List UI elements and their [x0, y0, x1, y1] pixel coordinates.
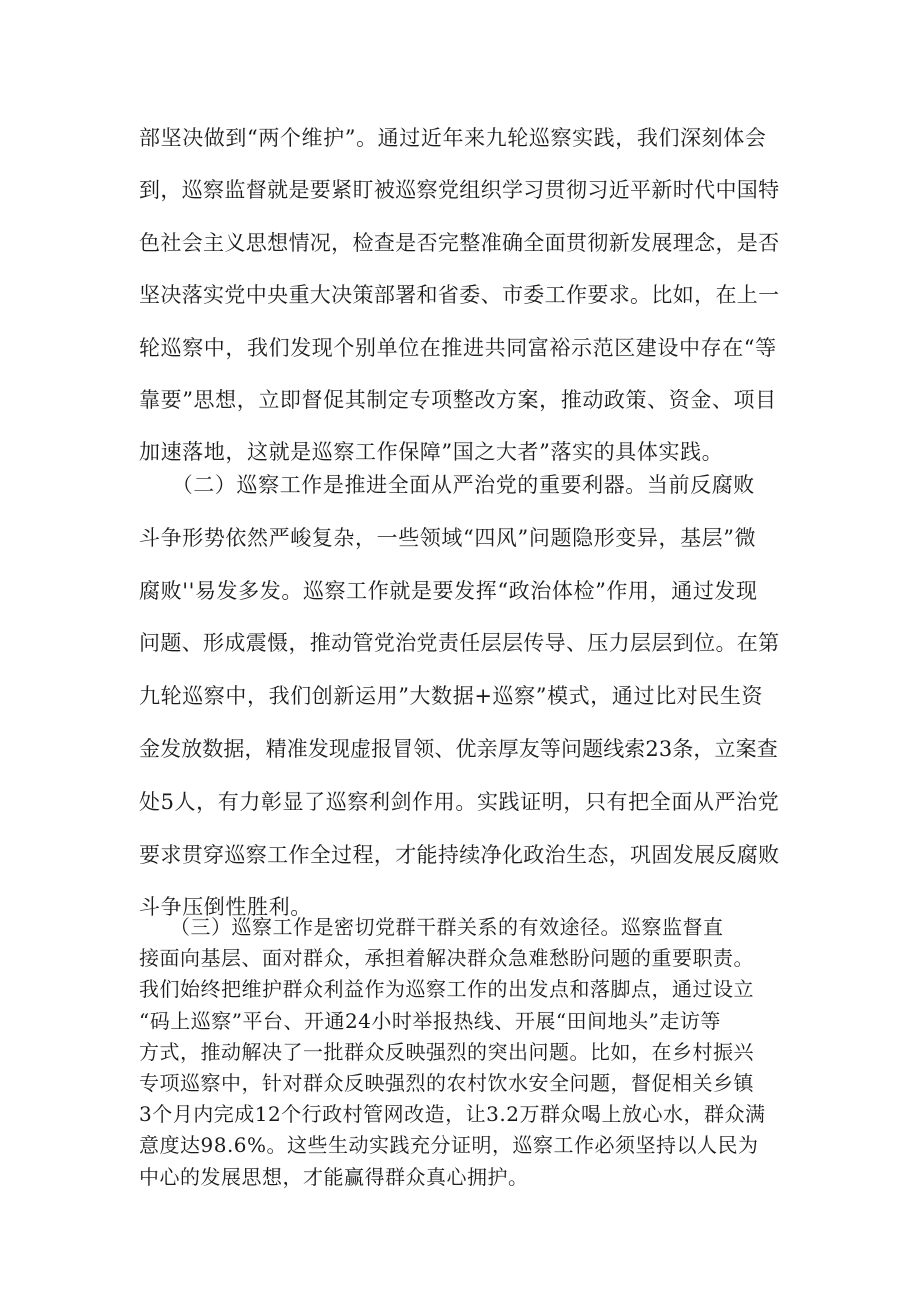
text-line: 处5人，有力彰显了巡察利剑作用。实践证明，只有把全面从严治党	[139, 789, 780, 814]
text-line: 方式，推动解决了一批群众反映强烈的突出问题。比如，在乡村振兴	[139, 1039, 754, 1064]
paragraph-section-three	[139, 912, 784, 1193]
text-line: 靠要”思想，立即督促其制定专项整改方案，推动政策、资金、项目	[139, 388, 777, 413]
text-line: 部坚决做到“两个维护”。通过近年来九轮巡察实践，我们深刻体会	[139, 126, 767, 150]
text-line: 意度达98.6%。这些生动实践充分证明，巡察工作必须坚持以人民为	[139, 1133, 759, 1158]
text-line: （三）巡察工作是密切党群干群关系的有效途径。巡察监督直	[139, 915, 724, 939]
text-line: 问题、形成震慑，推动管党治党责任层层传导、压力层层到位。在第	[139, 631, 780, 656]
text-line: 斗争形势依然严峻复杂，一些领域“四风”问题隐形变异，基层”微	[139, 525, 757, 550]
text-line: 3个月内完成12个行政村管网改造，让3.2万群众喝上放心水，群众满	[139, 1102, 766, 1127]
text-line: 九轮巡察中，我们创新运用”大数据+巡察”模式，通过比对民生资	[139, 684, 764, 709]
text-line: 中心的发展思想，才能赢得群众真心拥护。	[139, 1164, 529, 1189]
text-line: 金发放数据，精准发现虚报冒领、优亲厚友等问题线索23条，立案查	[139, 736, 778, 761]
text-line: “码上巡察”平台、开通24小时举报热线、开展“田间地头”走访等	[139, 1008, 721, 1033]
text-line: 要求贯穿巡察工作全过程，才能持续净化政治生态，巩固发展反腐败	[139, 842, 780, 867]
text-line: 加速落地，这就是巡察工作保障”国之大者”落实的具体实践。	[139, 440, 724, 465]
text-line: 我们始终把维护群众利益作为巡察工作的出发点和落脚点，通过设立	[139, 977, 754, 1002]
text-line: 轮巡察中，我们发现个别单位在推进共同富裕示范区建设中存在“等	[139, 335, 777, 360]
text-line: （二）巡察工作是推进全面从严治党的重要利器。当前反腐败	[139, 473, 755, 497]
paragraph-two-safeguards	[139, 112, 784, 479]
text-line: 坚决落实党中央重大决策部署和省委、市委工作要求。比如，在上一	[139, 283, 780, 308]
text-line: 专项巡察中，针对群众反映强烈的农村饮水安全问题，督促相关乡镇	[139, 1071, 754, 1096]
text-line: 斗争压倒性胜利。	[139, 895, 312, 920]
text-line: 接面向基层、面对群众，承担着解决群众急难愁盼问题的重要职责。	[139, 946, 754, 971]
text-line: 到，巡察监督就是要紧盯被巡察党组织学习贯彻习近平新时代中国特	[139, 178, 780, 203]
text-line: 腐败''易发多发。巡察工作就是要发挥“政治体检”作用，通过发现	[139, 578, 758, 603]
paragraph-section-two	[139, 459, 784, 934]
text-line: 色社会主义思想情况，检查是否完整准确全面贯彻新发展理念，是否	[139, 230, 780, 255]
